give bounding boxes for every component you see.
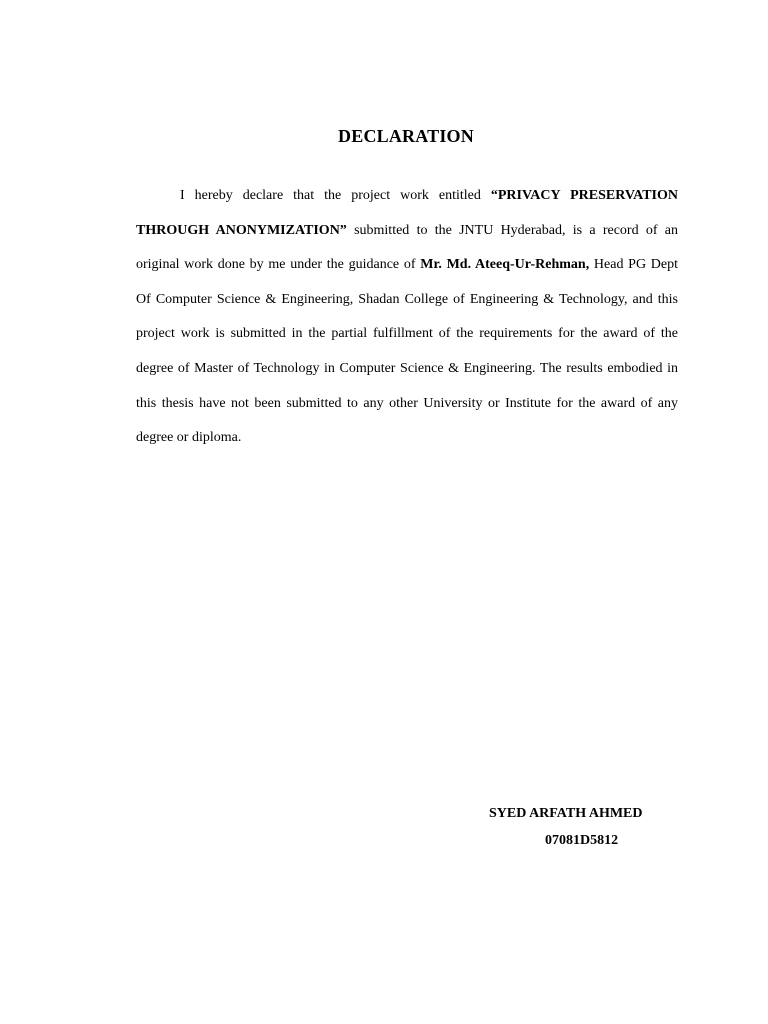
signature-roll-number: 07081D5812	[545, 833, 619, 848]
declaration-paragraph	[136, 179, 678, 456]
paragraph-text-part1: I hereby declare that the project work entitled	[180, 188, 491, 203]
paragraph-text-part3: Head PG Dept Of Computer Science & Engineering, Shadan College of Engineering & Technology, and this project work is submitted in the partial fulfillment of the requirements for the award of the degree of Master of Technology in Computer Science & Engineering. The results embodied in this thesis have not been submitted to any other University or Institute for the award of any degree or diploma.	[136, 257, 679, 446]
guide-name: Mr. Md. Ateeq-Ur-Rehman,	[420, 257, 590, 273]
page-title: DECLARATION	[338, 126, 474, 146]
signature-name: SYED ARFATH AHMED	[489, 806, 643, 821]
project-title: “PRIVACY PRESERVATION THROUGH ANONYMIZATION”	[136, 188, 678, 238]
paragraph-text-part2: submitted to the JNTU Hyderabad, is a record of an original work done by me under the guidance of	[136, 222, 678, 273]
